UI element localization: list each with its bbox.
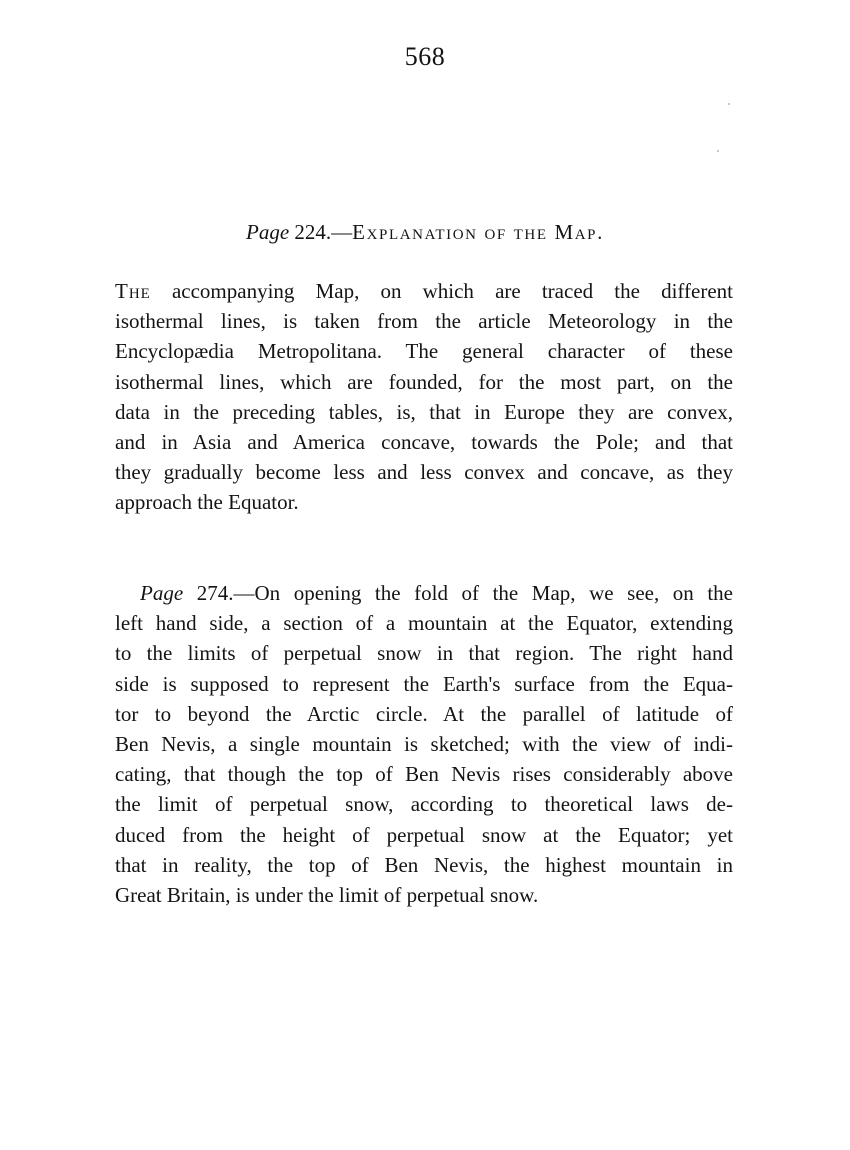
paragraph-line: side is supposed to represent the Earth's surface from the Equa- [115, 671, 733, 696]
page-number: 568 [404, 42, 446, 71]
heading-page-ref: Page [246, 220, 290, 244]
paragraph-line: isothermal lines, is taken from the article Meteorology in the [115, 309, 733, 334]
paragraph-line: duced from the height of perpetual snow at the Equator; yet [115, 822, 733, 847]
heading-title: Explanation of the Map. [352, 220, 604, 244]
paragraph-line: isothermal lines, which are founded, for the most part, on the [115, 369, 733, 394]
paragraph-line: the limit of perpetual snow, according to theoretical laws de- [115, 792, 733, 817]
paragraph-line: they gradually become less and less convex and concave, as they [115, 460, 733, 485]
page-num: 274. [183, 581, 234, 605]
section-heading [0, 220, 850, 245]
paper-speck [728, 103, 730, 105]
paper-speck [717, 150, 719, 152]
heading-page-num: 224.— [289, 220, 353, 244]
paragraph-line: cating, that though the top of Ben Nevis rises considerably above [115, 762, 733, 787]
paragraph-line: Great Britain, is under the limit of perpetual snow. [115, 882, 539, 907]
paragraph-line [115, 578, 733, 608]
paragraph-line: left hand side, a section of a mountain at the Equator, extending [115, 611, 733, 636]
paragraph-line: Ben Nevis, a single mountain is sketched; with the view of indi- [115, 731, 733, 756]
paragraph-page-274 [115, 578, 733, 910]
line-text: —On opening the fold of the Map, we see, on the [233, 581, 733, 605]
paragraph-line [115, 276, 733, 306]
paragraph-line: and in Asia and America concave, towards the Pole; and that [115, 429, 733, 454]
paragraph-line: tor to beyond the Arctic circle. At the parallel of latitude of [115, 701, 733, 726]
page-ref: Page [140, 581, 184, 605]
paragraph-line: to the limits of perpetual snow in that region. The right hand [115, 641, 733, 666]
paragraph-line: Encyclopædia Metropolitana. The general character of these [115, 339, 733, 364]
line-text: accompanying Map, on which are traced the different [150, 279, 733, 303]
paragraph-line: approach the Equator. [115, 490, 299, 515]
paragraph-line: data in the preceding tables, is, that in Europe they are convex, [115, 399, 733, 424]
paragraph-explanation [115, 276, 733, 518]
lead-word: The [115, 279, 151, 303]
paragraph-line: that in reality, the top of Ben Nevis, the highest mountain in [115, 852, 733, 877]
